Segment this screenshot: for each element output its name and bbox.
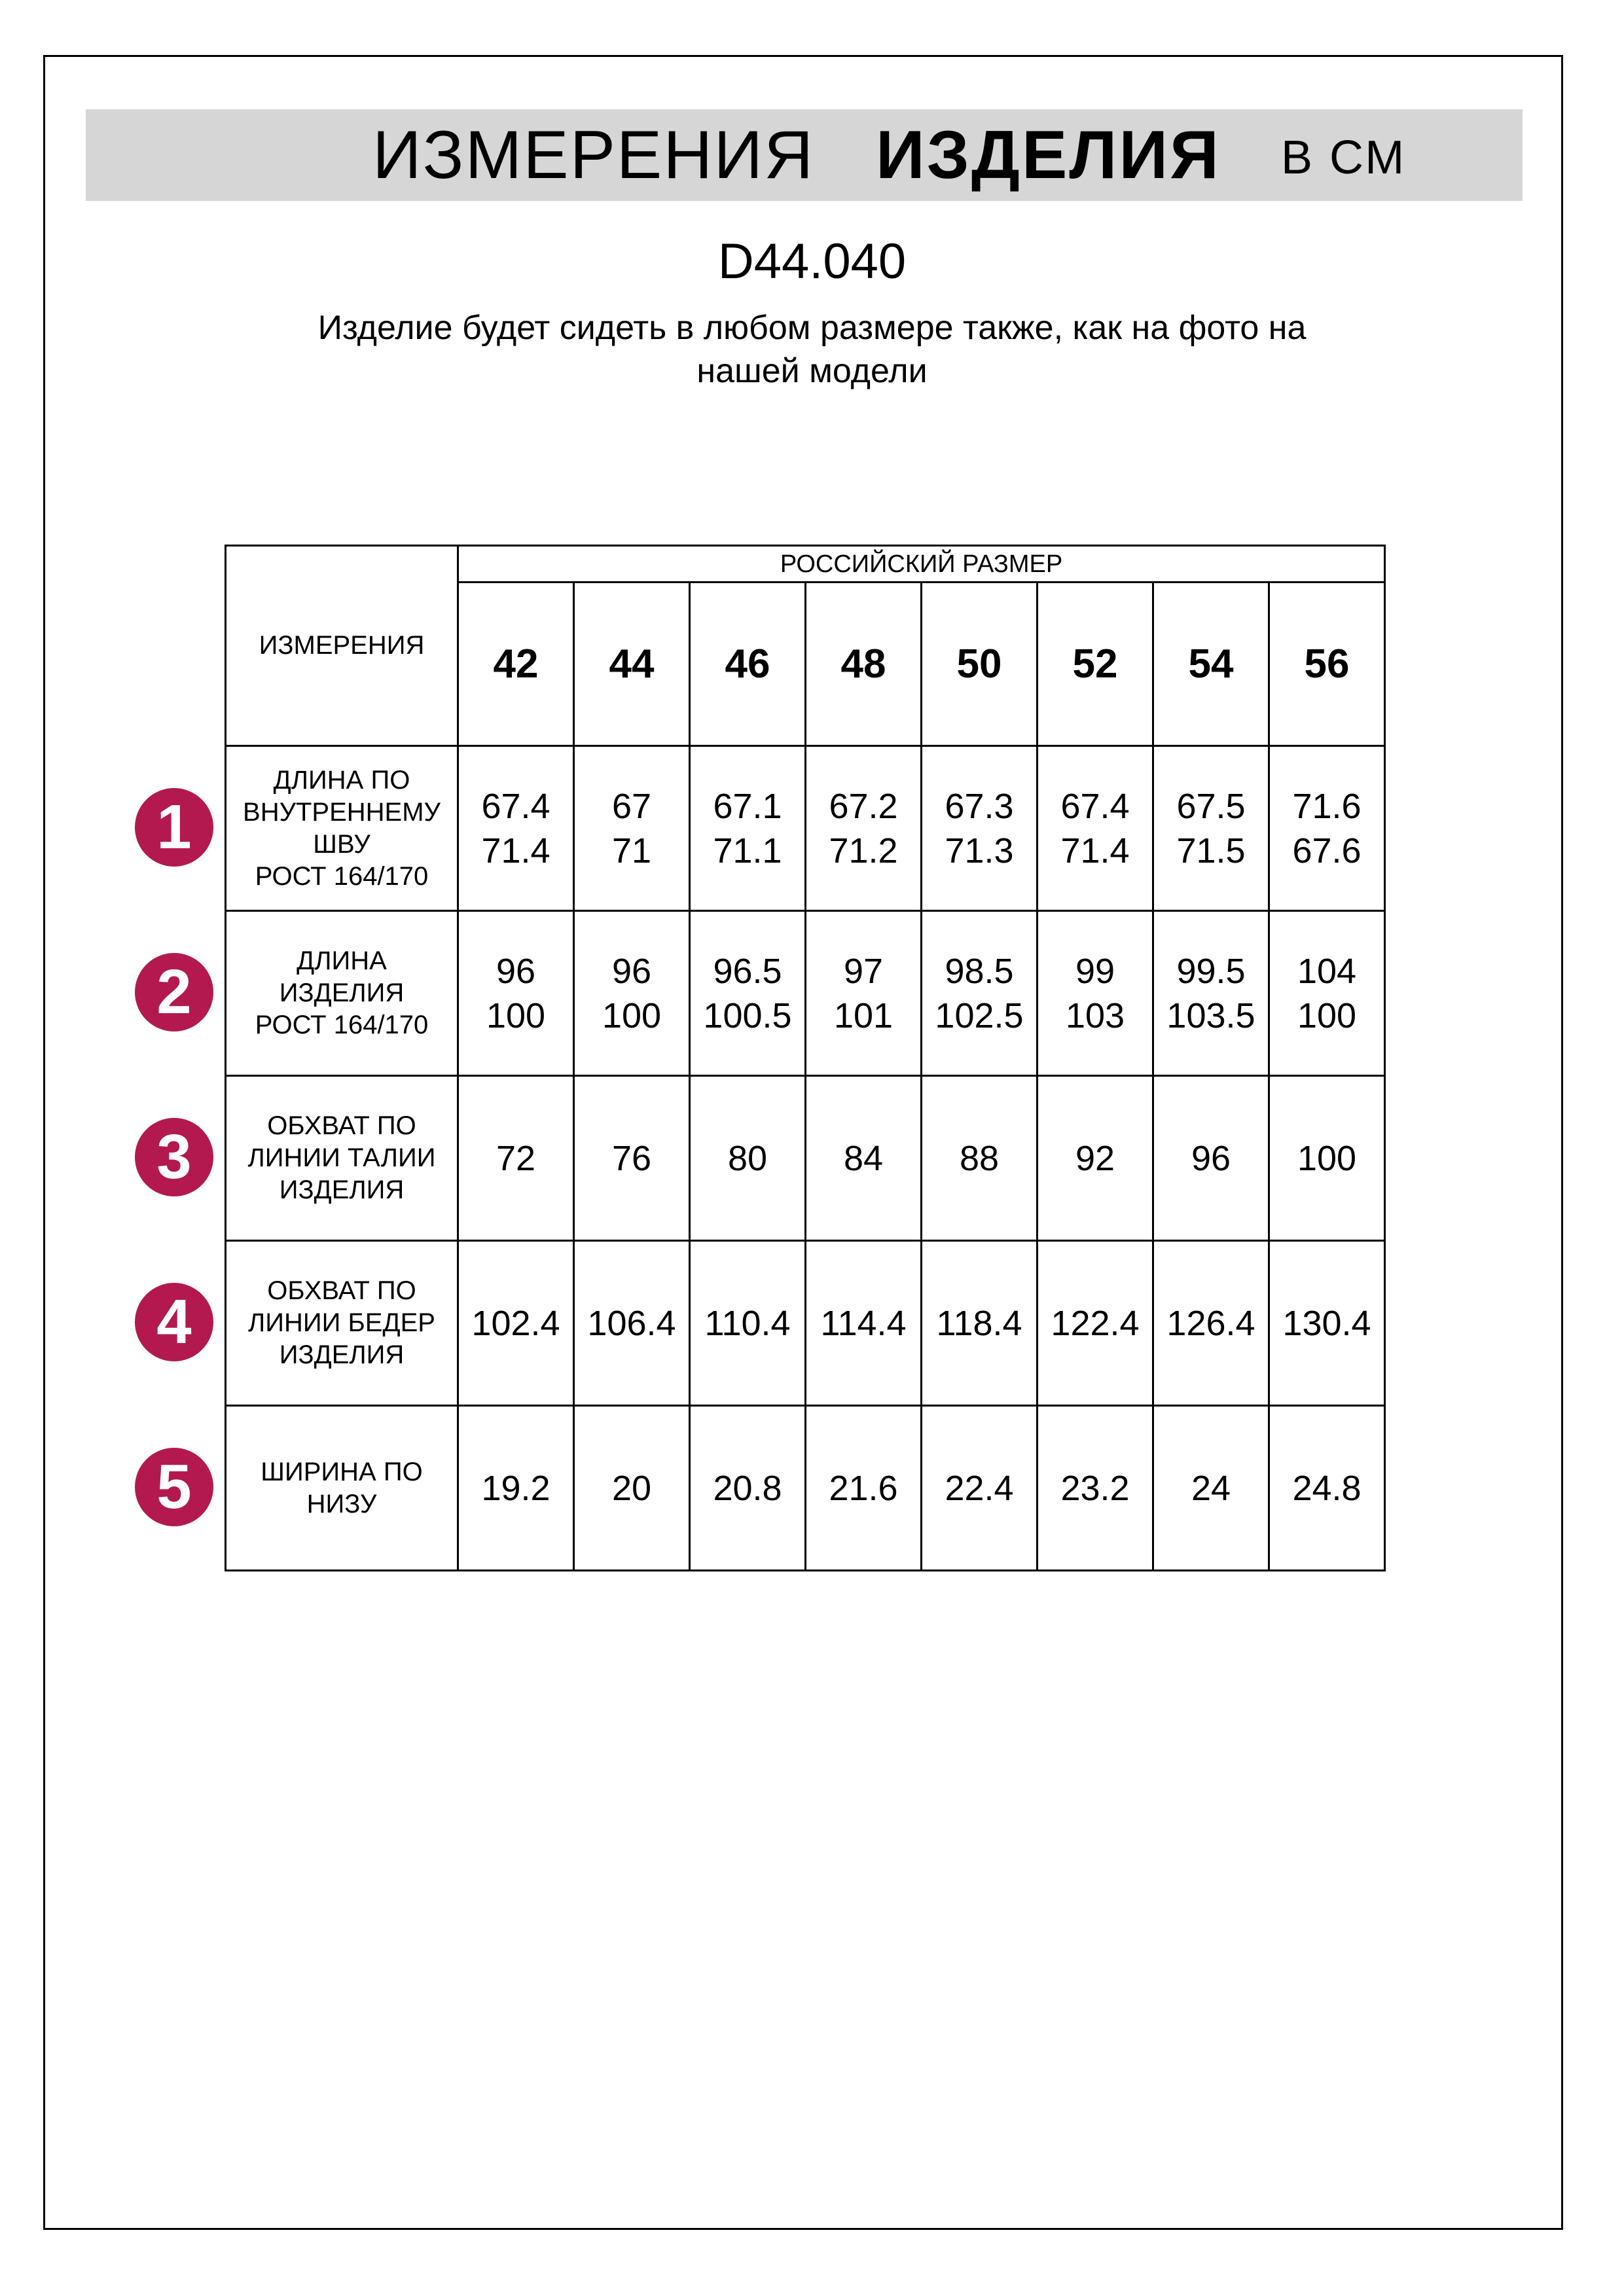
value-line: 110.4 (704, 1303, 791, 1343)
measurement-label-line: ВНУТРЕННЕМУ (243, 797, 441, 827)
measurement-row (226, 746, 1385, 911)
value-line: 100 (1297, 996, 1357, 1035)
title-banner (86, 109, 1523, 201)
value-cell (806, 746, 922, 911)
value-line: 24.8 (1292, 1468, 1362, 1508)
measurement-label (226, 1406, 458, 1571)
measurement-row (226, 1406, 1385, 1571)
value-line: 80 (727, 1138, 768, 1178)
value-cell (922, 1406, 1038, 1571)
measurement-label-line: ШВУ (313, 829, 370, 859)
value-line: 24 (1191, 1468, 1231, 1508)
fit-note-line: Изделие будет сидеть в любом размере также, как на фото на (317, 309, 1307, 347)
measurement-label-line: ДЛИНА (297, 946, 387, 975)
value-line: 96 (496, 951, 536, 991)
value-line: 71.4 (1060, 831, 1130, 870)
value-cell (574, 746, 690, 911)
value-cell (922, 1076, 1038, 1241)
value-line: 99.5 (1176, 951, 1246, 991)
value-line: 67.4 (481, 786, 550, 826)
value-line: 71.1 (713, 831, 782, 870)
title-unit: В СМ (1281, 132, 1407, 184)
value-line: 103 (1065, 996, 1125, 1035)
row-number-badge: 1 (135, 788, 213, 867)
value-cell (806, 1076, 922, 1241)
value-line: 102.5 (935, 996, 1024, 1035)
value-cell (922, 746, 1038, 911)
value-line: 19.2 (481, 1468, 550, 1508)
value-line: 67.1 (713, 786, 782, 826)
model-code: D44.040 (717, 234, 907, 289)
size-table (225, 545, 1386, 1571)
value-cell (690, 1241, 806, 1406)
value-line: 71.3 (945, 831, 1014, 870)
value-line: 103.5 (1166, 996, 1255, 1035)
value-cell (1153, 911, 1269, 1076)
measurement-row (226, 1241, 1385, 1406)
measurement-label-line: ДЛИНА ПО (273, 765, 410, 795)
value-line: 76 (611, 1138, 652, 1178)
value-line: 71.4 (481, 831, 550, 870)
value-line: 71.6 (1292, 786, 1362, 826)
measurement-label-line: РОСТ 164/170 (255, 1011, 429, 1039)
value-line: 106.4 (587, 1303, 676, 1343)
value-cell (690, 1406, 806, 1571)
value-cell (922, 1241, 1038, 1406)
size-header-cell: 42 (458, 583, 574, 746)
value-line: 102.4 (471, 1303, 560, 1343)
value-line: 92 (1075, 1138, 1115, 1178)
value-cell (922, 911, 1038, 1076)
fit-note-line: нашей модели (696, 352, 928, 390)
value-line: 101 (833, 996, 893, 1035)
value-line: 23.2 (1060, 1468, 1130, 1508)
fit-note (0, 306, 1624, 393)
value-line: 96 (611, 951, 652, 991)
value-cell (1038, 1241, 1153, 1406)
value-line: 114.4 (820, 1303, 907, 1343)
value-cell (1269, 1076, 1385, 1241)
measurement-label-line: ЛИНИИ БЕДЕР (248, 1308, 435, 1337)
measurement-label-line: ИЗДЕЛИЯ (279, 978, 405, 1007)
value-cell (690, 1076, 806, 1241)
value-cell (690, 911, 806, 1076)
measurements-header: ИЗМЕРЕНИЯ (226, 546, 458, 746)
value-cell (1038, 1076, 1153, 1241)
value-line: 100.5 (703, 996, 792, 1035)
measurement-label (226, 1241, 458, 1406)
value-cell (458, 911, 574, 1076)
size-header-cell: 54 (1153, 583, 1269, 746)
value-line: 96 (1191, 1138, 1231, 1178)
value-cell (1269, 1241, 1385, 1406)
measurement-label-line: ЛИНИИ ТАЛИИ (247, 1143, 436, 1172)
value-line: 67 (611, 786, 652, 826)
size-header-cell: 52 (1038, 583, 1153, 746)
value-cell (1038, 1406, 1153, 1571)
value-cell (690, 746, 806, 911)
value-cell (1153, 746, 1269, 911)
value-line: 122.4 (1051, 1303, 1140, 1343)
measurement-label-line: ИЗДЕЛИЯ (279, 1340, 405, 1369)
value-line: 71.2 (829, 831, 898, 870)
size-header-cell: 46 (690, 583, 806, 746)
value-cell (806, 1241, 922, 1406)
value-line: 100 (486, 996, 546, 1035)
measurement-label-line: ИЗДЕЛИЯ (279, 1175, 405, 1204)
value-line: 72 (496, 1138, 536, 1178)
value-cell (574, 911, 690, 1076)
size-header-cell: 44 (574, 583, 690, 746)
value-line: 88 (959, 1138, 1000, 1178)
value-line: 67.2 (829, 786, 898, 826)
measurement-label-line: НИЗУ (306, 1489, 377, 1518)
title-word-measurements: ИЗМЕРЕНИЯ (372, 117, 815, 193)
measurement-label (226, 746, 458, 911)
value-line: 67.6 (1292, 831, 1362, 870)
size-header-cell: 56 (1269, 583, 1385, 746)
measurement-label (226, 1076, 458, 1241)
value-cell (574, 1241, 690, 1406)
measurement-row (226, 911, 1385, 1076)
value-line: 100 (1297, 1138, 1357, 1178)
measurement-label-line: ОБХВАТ ПО (267, 1111, 416, 1140)
value-cell (1269, 746, 1385, 911)
value-line: 71 (611, 831, 652, 870)
value-line: 100 (602, 996, 662, 1035)
value-line: 97 (843, 951, 884, 991)
value-cell (458, 746, 574, 911)
value-line: 99 (1075, 951, 1115, 991)
value-line: 22.4 (945, 1468, 1014, 1508)
measurement-row (226, 1076, 1385, 1241)
value-line: 104 (1297, 951, 1357, 991)
value-line: 67.4 (1060, 786, 1130, 826)
size-header-cell: 48 (806, 583, 922, 746)
value-cell (1153, 1241, 1269, 1406)
value-cell (1269, 1406, 1385, 1571)
title-word-product: ИЗДЕЛИЯ (876, 117, 1221, 193)
value-cell (806, 911, 922, 1076)
value-line: 21.6 (829, 1468, 898, 1508)
value-line: 126.4 (1166, 1303, 1255, 1343)
measurement-label (226, 911, 458, 1076)
value-cell (574, 1406, 690, 1571)
row-number-badge: 2 (135, 953, 213, 1031)
measurement-label-line: ОБХВАТ ПО (267, 1276, 416, 1305)
value-line: 84 (843, 1138, 884, 1178)
value-line: 71.5 (1176, 831, 1246, 870)
value-line: 130.4 (1282, 1303, 1371, 1343)
row-number-badge: 4 (135, 1283, 213, 1361)
value-cell (1269, 911, 1385, 1076)
value-line: 118.4 (936, 1303, 1022, 1343)
value-line: 20 (611, 1468, 652, 1508)
value-cell (458, 1076, 574, 1241)
value-line: 98.5 (945, 951, 1014, 991)
value-cell (806, 1406, 922, 1571)
value-cell (574, 1076, 690, 1241)
value-line: 67.3 (945, 786, 1014, 826)
row-number-badge: 5 (135, 1448, 213, 1526)
value-line: 96.5 (713, 951, 782, 991)
value-cell (458, 1406, 574, 1571)
measurement-label-line: ШИРИНА ПО (261, 1457, 423, 1486)
value-line: 67.5 (1176, 786, 1246, 826)
russian-size-header: РОССИЙСКИЙ РАЗМЕР (458, 546, 1385, 583)
value-cell (1153, 1406, 1269, 1571)
measurement-label-line: РОСТ 164/170 (255, 861, 429, 891)
value-cell (1038, 911, 1153, 1076)
value-cell (458, 1241, 574, 1406)
value-cell (1153, 1076, 1269, 1241)
size-header-cell: 50 (922, 583, 1038, 746)
value-cell (1038, 746, 1153, 911)
row-number-badge: 3 (135, 1118, 213, 1196)
value-line: 20.8 (713, 1468, 782, 1508)
